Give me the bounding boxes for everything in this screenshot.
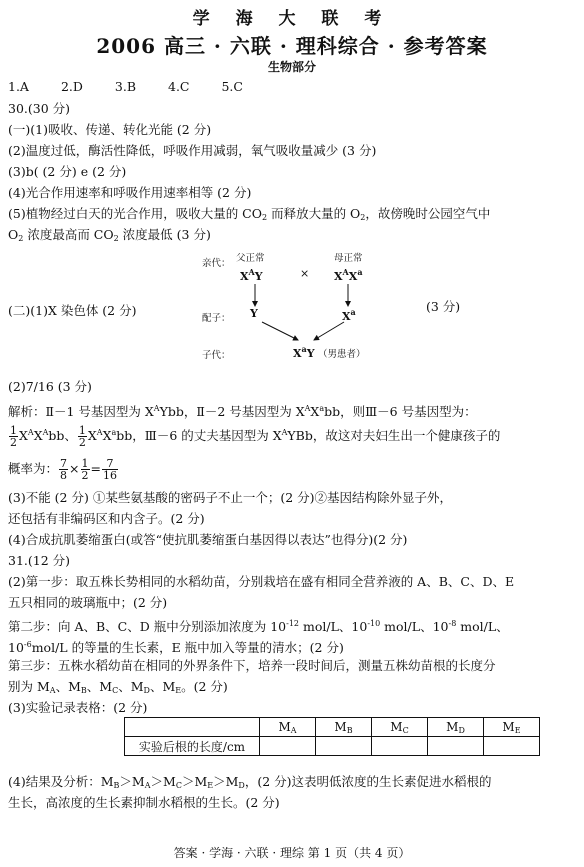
q30-line-co2: (5)植物经过白天的光合作用，吸收大量的 $CO_2$ 而释放大量的 $O_2$，故傍晚时公园空气中 [8,206,491,222]
table-row [125,737,540,756]
mc-answer: 4.C [168,79,190,94]
q31-line: 五只相同的玻璃瓶中；(2 分) [8,595,168,610]
table-header-row [125,718,540,737]
part2-label: (二)(1)X 染色体 (2 分) [8,303,137,318]
q30-line: (3)不能 (2 分) ①某些氨基酸的密码子不止一个；(2 分)②基因结构除外显子外， [8,490,453,505]
q30-line: (3)b( (2 分) e (2 分) [8,164,127,179]
mc-answer: 5.C [221,79,243,94]
q30-probability: 概率为： $\frac{7}{8}$ × $\frac{1}{2}$ = $\frac{7}{16}$ [8,457,117,482]
mc-answer: 2.D [60,79,83,94]
part2-score: (3 分) [426,299,461,314]
parents-label: 亲代： [202,258,231,269]
q31-step3b: 别为 $M_A$、$M_B$、$M_C$、$M_D$、$M_E$。(2 分) [8,679,228,695]
mother-label: 母正常 [334,253,363,264]
gamete-xa: $X^a$ [342,307,356,323]
mc-answer: 1.A [8,79,29,94]
father-genotype: $X^AY$ [240,267,263,283]
page-title: 学 海 大 联 考 [192,9,392,29]
q31-line: 第三步：五株水稻幼苗在相同的外界条件下，培养一段时间后，测量五株幼苗根的长度分 [8,658,496,673]
mc-answer: 3.B [114,79,137,94]
q30-line: (4)合成抗肌萎缩蛋白(或答“使抗肌萎缩蛋白基因得以表达”也得分)(2 分) [8,532,408,547]
q30-line: (4)光合作用速率和呼吸作用速率相等 (2 分) [8,185,252,200]
q30-analysis: 解析：Ⅱ－1 号基因型为 $X^AYbb$，Ⅱ－2 号基因型为 $X^AX^abb$，则Ⅲ－6 号基因型为： [8,404,477,419]
offspring-label: 子代： [202,350,231,361]
table-cell [316,737,372,756]
q30-analysis-2: $\frac{1}{2}$ $X^AX^Abb$、 $\frac{1}{2}$ $X^AX^abb$，Ⅲ－6 的丈夫基因型为 $X^AYBb$，故这对夫妇生出一个健康孩子的 [10,424,501,449]
q31-result: (4)结果及分析：$M_B>M_A>M_C>M_E>M_D$，(2 分)这表明低浓度的生长素促进水稻根的 [8,774,492,790]
q31-line: (3)实验记录表格：(2 分) [8,700,148,715]
q31-step2: 第二步：向 A、B、C、D 瓶中分别添加浓度为 $10^{-12}$ mol/L、$10^{-10}$ mol/L、$10^{-8}$ mol/L、 [8,619,509,634]
table-header: $M_C$ [372,718,428,737]
table-cell [428,737,484,756]
page-subtitle: 2006 高三 · 六联 · 理科综合 · 参考答案 [96,34,488,58]
q30-line: (一)(1)吸收、传递、转化光能 (2 分) [8,122,212,137]
q31-heading: 31.(12 分) [8,553,71,568]
father-label: 父正常 [236,253,265,264]
table-row-label: 实验后根的长度/cm [125,737,260,756]
record-table [124,717,540,756]
table-header: $M_D$ [428,718,484,737]
offspring-note: （男患者） [318,349,366,360]
table-cell [260,737,316,756]
q30-line: (2)7/16 (3 分) [8,379,92,394]
table-cell [484,737,540,756]
mother-genotype: $X^AX^a$ [334,267,363,283]
table-header: $M_B$ [316,718,372,737]
gamete-y: Y [250,307,258,320]
q31-step2b: $10^{-6}mol/L$ 的等量的生长素，E 瓶中加入等量的清水；(2 分) [8,640,344,655]
table-header: $M_E$ [484,718,540,737]
table-header: $M_A$ [260,718,316,737]
section-title: 生物部分 [267,60,316,74]
q31-line: (2)第一步：取五株长势相同的水稻幼苗，分别栽培在盛有相同全营养液的 A、B、C、D、E [8,574,515,589]
table-cell [372,737,428,756]
cross-symbol: × [300,267,310,280]
table-corner [125,718,260,737]
q30-line-o2: $O_2$ 浓度最高而 $CO_2$ 浓度最低 (3 分) [8,227,211,243]
gamete-label: 配子： [202,313,231,324]
page-footer: 答案 · 学海 · 六联 · 理综 第 1 页（共 4 页） [173,846,411,860]
q31-line: 生长，高浓度的生长素抑制水稻根的生长。(2 分) [8,795,280,810]
q30-line: 还包括有非编码区和内含子。(2 分) [8,511,205,526]
genetic-cross-diagram [0,246,584,364]
offspring-genotype: $X^aY$ [293,344,315,360]
q30-line: (2)温度过低，酶活性降低，呼吸作用减弱，氧气吸收量减少 (3 分) [8,143,377,158]
q30-heading: 30.(30 分) [8,101,71,116]
multiple-choice-answers [8,78,271,96]
